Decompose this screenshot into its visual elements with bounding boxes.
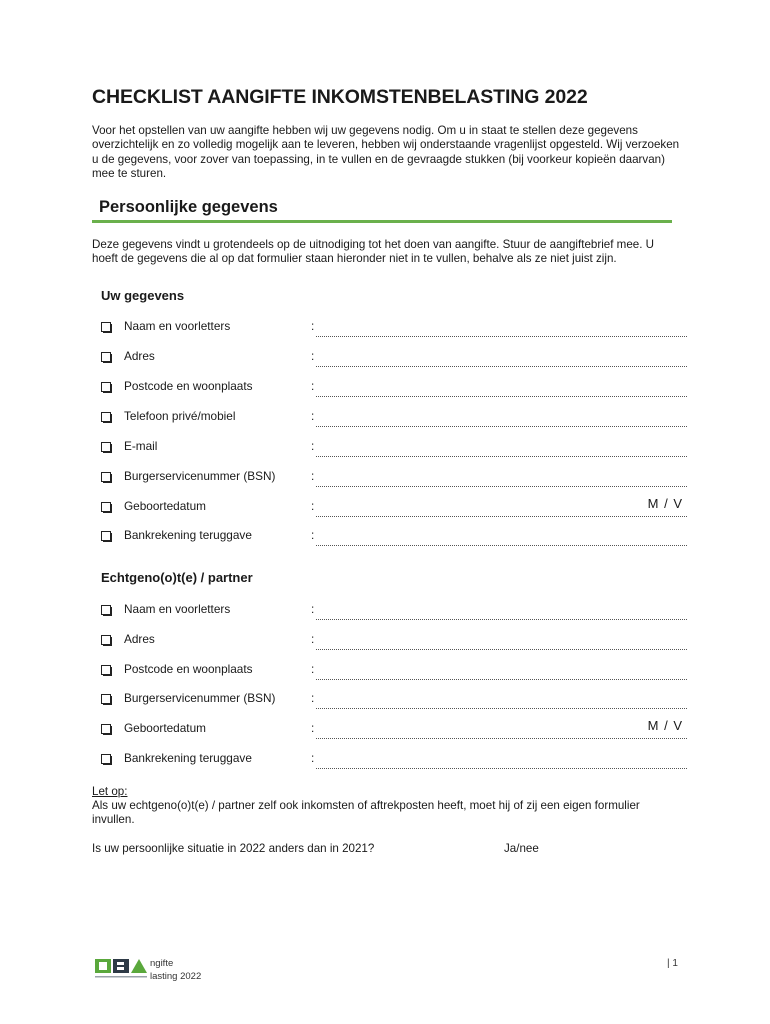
partner-row-bank — [101, 748, 687, 778]
dba-logo — [94, 957, 158, 981]
field-colon: : — [311, 349, 315, 363]
checkbox-icon[interactable] — [101, 502, 111, 512]
gender-option[interactable]: M / V — [647, 718, 683, 733]
field-colon: : — [311, 469, 315, 483]
field-label: Bankrekening teruggave — [124, 751, 252, 765]
field-colon: : — [311, 379, 315, 393]
note-text: Als uw echtgeno(o)t(e) / partner zelf ook inkomsten of aftrekposten heeft, moet hij of zij een eigen formulier invullen. — [92, 799, 640, 826]
partner-row-postcode — [101, 659, 687, 689]
partner-row-birthdate — [101, 718, 687, 748]
form-row-bsn — [101, 466, 687, 496]
field-label: Geboortedatum — [124, 499, 206, 513]
field-label: E-mail — [124, 439, 158, 453]
checkbox-icon[interactable] — [101, 442, 111, 452]
checkbox-icon[interactable] — [101, 412, 111, 422]
field-label: Burgerservicenummer (BSN) — [124, 691, 276, 705]
field-label: Adres — [124, 349, 155, 363]
field-colon: : — [311, 632, 315, 646]
fill-in-line[interactable] — [316, 679, 687, 680]
own-details-heading: Uw gegevens — [101, 288, 185, 303]
field-colon: : — [311, 691, 315, 705]
field-label: Naam en voorletters — [124, 602, 231, 616]
fill-in-line[interactable] — [316, 366, 687, 367]
form-row-bank — [101, 525, 687, 555]
fill-in-line[interactable] — [316, 708, 687, 709]
gender-option[interactable]: M / V — [647, 496, 683, 511]
footer-line-2: lasting 2022 — [150, 971, 202, 982]
field-label: Postcode en woonplaats — [124, 379, 253, 393]
page-title: CHECKLIST AANGIFTE INKOMSTENBELASTING 2022 — [92, 86, 588, 108]
fill-in-line[interactable] — [316, 336, 687, 337]
form-row-address — [101, 346, 687, 376]
field-label: Bankrekening teruggave — [124, 528, 252, 542]
field-colon: : — [311, 721, 315, 735]
form-row-name — [101, 316, 687, 346]
page-number: | 1 — [667, 958, 678, 969]
partner-details-heading: Echtgeno(o)t(e) / partner — [101, 570, 253, 585]
field-label: Naam en voorletters — [124, 319, 231, 333]
form-row-birthdate — [101, 496, 687, 526]
section-title: Persoonlijke gegevens — [99, 198, 278, 216]
fill-in-line[interactable] — [316, 619, 687, 620]
field-colon: : — [311, 528, 315, 542]
section-divider — [92, 220, 672, 223]
note-block — [92, 785, 682, 827]
field-colon: : — [311, 439, 315, 453]
situation-answer[interactable]: Ja/nee — [504, 842, 539, 855]
footer-caption — [150, 957, 201, 983]
field-colon: : — [311, 751, 315, 765]
situation-question: Is uw persoonlijke situatie in 2022 anders dan in 2021? — [92, 842, 375, 855]
fill-in-line[interactable] — [316, 516, 687, 517]
field-colon: : — [311, 319, 315, 333]
checkbox-icon[interactable] — [101, 352, 111, 362]
checkbox-icon[interactable] — [101, 382, 111, 392]
field-colon: : — [311, 499, 315, 513]
fill-in-line[interactable] — [316, 545, 687, 546]
field-label: Postcode en woonplaats — [124, 662, 253, 676]
partner-row-name — [101, 599, 687, 629]
partner-row-address — [101, 629, 687, 659]
form-row-postcode — [101, 376, 687, 406]
fill-in-line[interactable] — [316, 768, 687, 769]
form-row-email — [101, 436, 687, 466]
field-label: Adres — [124, 632, 155, 646]
fill-in-line[interactable] — [316, 649, 687, 650]
checkbox-icon[interactable] — [101, 322, 111, 332]
fill-in-line[interactable] — [316, 738, 687, 739]
checkbox-icon[interactable] — [101, 665, 111, 675]
field-label: Geboortedatum — [124, 721, 206, 735]
field-label: Telefoon privé/mobiel — [124, 409, 236, 423]
checkbox-icon[interactable] — [101, 605, 111, 615]
field-colon: : — [311, 602, 315, 616]
partner-row-bsn — [101, 688, 687, 718]
form-row-phone — [101, 406, 687, 436]
fill-in-line[interactable] — [316, 426, 687, 427]
checkbox-icon[interactable] — [101, 531, 111, 541]
footer-line-1: ngifte — [150, 958, 174, 969]
fill-in-line[interactable] — [316, 456, 687, 457]
note-heading: Let op: — [92, 785, 128, 798]
field-label: Burgerservicenummer (BSN) — [124, 469, 276, 483]
checkbox-icon[interactable] — [101, 694, 111, 704]
fill-in-line[interactable] — [316, 396, 687, 397]
field-colon: : — [311, 409, 315, 423]
intro-paragraph: Voor het opstellen van uw aangifte hebben wij uw gegevens nodig. Om u in staat te stellen deze gegevens overzichtelijk en zo volledig mogelijk aan te leveren, hebben wij onderstaande vragenlijst opgesteld. Wij verzoeken u de gegevens, voor zover van toepassing, in te vullen en de gevraagde stukken (bij voorkeur kopieën daarvan) mee te sturen. — [92, 124, 680, 180]
field-colon: : — [311, 662, 315, 676]
section-intro: Deze gegevens vindt u grotendeels op de uitnodiging tot het doen van aangifte. Stuur de aangiftebrief mee. U hoeft de gegevens die al op dat formulier staan hieronder niet in te vullen, behalve als ze niet juist zijn. — [92, 238, 655, 265]
checkbox-icon[interactable] — [101, 635, 111, 645]
fill-in-line[interactable] — [316, 486, 687, 487]
checkbox-icon[interactable] — [101, 754, 111, 764]
checkbox-icon[interactable] — [101, 472, 111, 482]
checkbox-icon[interactable] — [101, 724, 111, 734]
